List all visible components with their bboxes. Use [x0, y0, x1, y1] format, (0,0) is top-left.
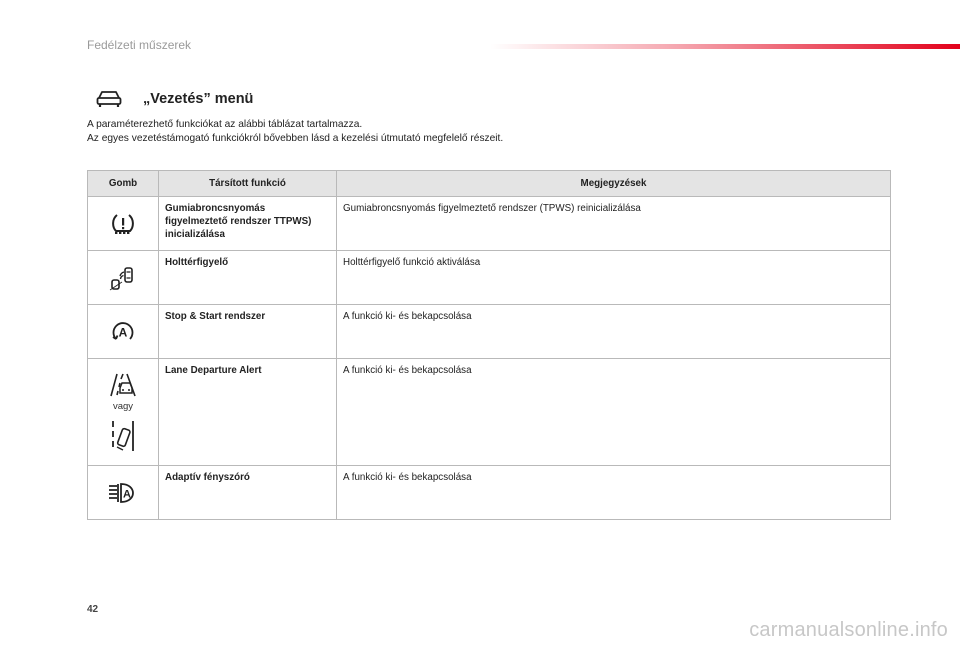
table-header-row [88, 171, 891, 197]
lane-departure-alt-icon [88, 419, 158, 453]
function-name: Lane Departure Alert [159, 359, 337, 466]
button-cell [88, 359, 159, 466]
function-name: Holttérfigyelő [159, 251, 337, 305]
remark: A funkció ki- és bekapcsolása [337, 466, 891, 520]
stop-start-icon [88, 319, 158, 345]
section-title: „Vezetés” menü [143, 91, 254, 107]
table-row [88, 305, 891, 359]
tyre-pressure-icon [88, 212, 158, 236]
remark: A funkció ki- és bekapcsolása [337, 305, 891, 359]
column-header-remarks: Megjegyzések [337, 171, 891, 197]
page-section-title: Fedélzeti műszerek [87, 38, 192, 52]
function-name: Gumiabroncsnyomás figyelmeztető rendszer TTPWS) inicializálása [159, 197, 337, 251]
button-cell [88, 305, 159, 359]
watermark: carmanualsonline.info [749, 619, 948, 641]
remark: Holttérfigyelő funkció aktiválása [337, 251, 891, 305]
settings-table [87, 170, 891, 520]
remark: A funkció ki- és bekapcsolása [337, 359, 891, 466]
column-header-button: Gomb [88, 171, 159, 197]
button-cell [88, 466, 159, 520]
table-row [88, 197, 891, 251]
or-label: vagy [112, 400, 134, 412]
remark: Gumiabroncsnyomás figyelmeztető rendszer (TPWS) reinicializálása [337, 197, 891, 251]
table-row [88, 466, 891, 520]
intro-line: Az egyes vezetéstámogató funkciókról bővebben lásd a kezelési útmutató megfelelő részeit. [87, 132, 504, 144]
lane-departure-icon [88, 372, 158, 398]
function-name: Adaptív fényszóró [159, 466, 337, 520]
function-name: Stop & Start rendszer [159, 305, 337, 359]
car-icon [95, 89, 123, 109]
table-row [88, 359, 891, 466]
page-number: 42 [87, 604, 99, 615]
header-accent-bar [490, 44, 960, 49]
svg-text:A: A [118, 325, 128, 339]
intro-text [87, 118, 887, 145]
button-cell [88, 197, 159, 251]
table-row [88, 251, 891, 305]
section-heading [95, 86, 253, 112]
button-cell [88, 251, 159, 305]
intro-line: A paraméterezhető funkciókat az alábbi táblázat tartalmazza. [87, 119, 363, 130]
svg-text:A: A [123, 488, 131, 500]
adaptive-headlamp-icon [88, 482, 158, 504]
blind-spot-icon [88, 264, 158, 292]
column-header-function: Társított funkció [159, 171, 337, 197]
